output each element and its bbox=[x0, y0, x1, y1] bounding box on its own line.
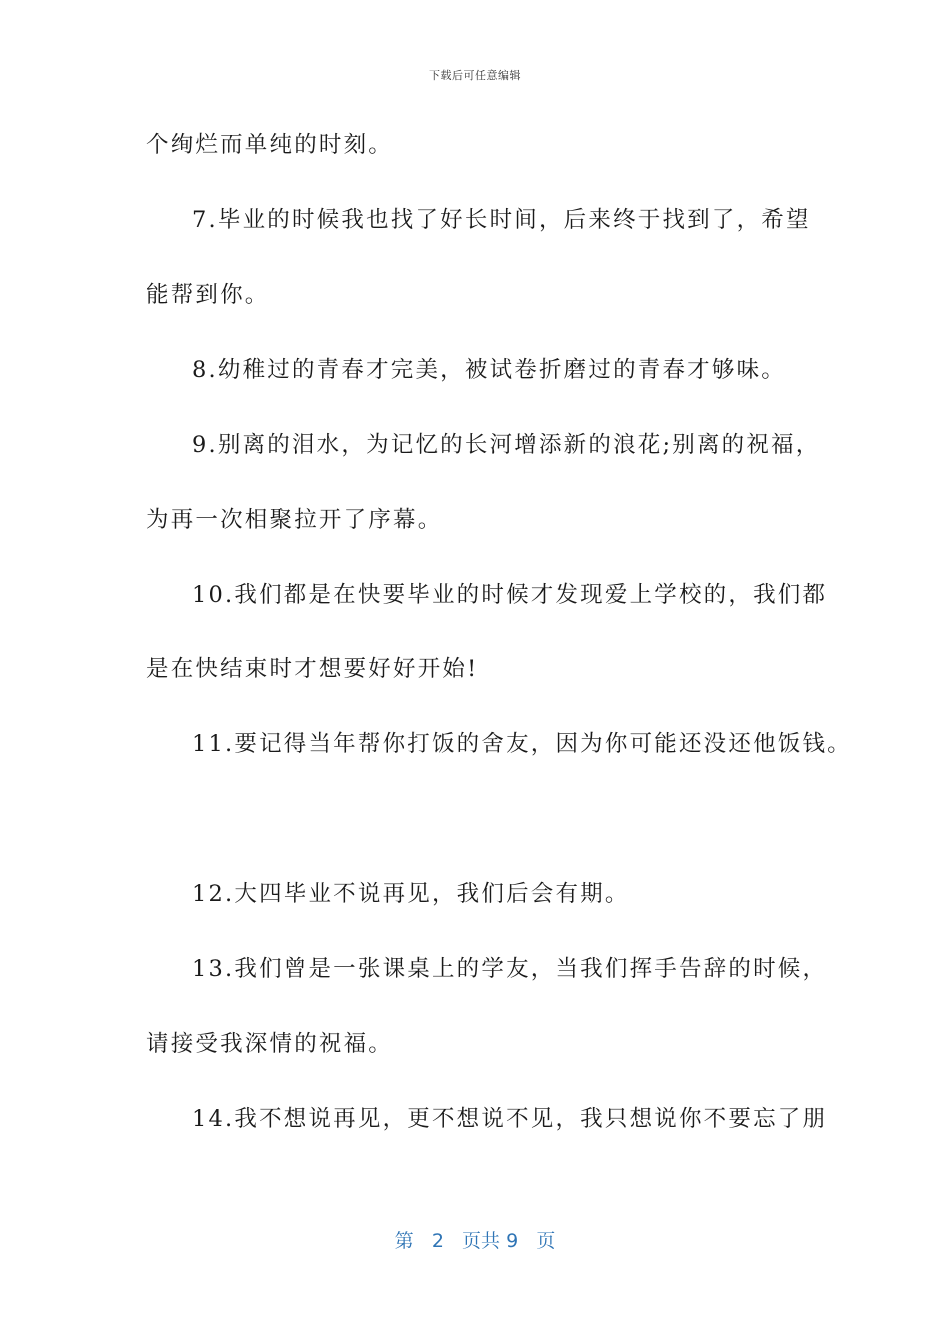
text-line-6: 为再一次相聚拉开了序幕。 bbox=[146, 507, 443, 533]
text-line-10: 12.大四毕业不说再见，我们后会有期。 bbox=[192, 881, 630, 907]
footer-suffix: 页 bbox=[536, 1230, 556, 1252]
text-line-1: 个绚烂而单纯的时刻。 bbox=[146, 132, 394, 158]
footer-current-page: 2 bbox=[431, 1230, 444, 1252]
page-footer bbox=[0, 1226, 950, 1253]
footer-prefix: 第 bbox=[394, 1230, 414, 1252]
text-line-4: 8.幼稚过的青春才完美，被试卷折磨过的青春才够味。 bbox=[192, 357, 786, 383]
text-line-11: 13.我们曾是一张课桌上的学友，当我们挥手告辞的时候， bbox=[192, 956, 828, 982]
text-line-8: 是在快结束时才想要好好开始! bbox=[146, 656, 479, 682]
text-line-5: 9.别离的泪水，为记忆的长河增添新的浪花;别离的祝福， bbox=[192, 432, 821, 458]
page-header: 下载后可任意编辑 bbox=[429, 69, 521, 82]
text-line-2: 7.毕业的时候我也找了好长时间，后来终于找到了，希望 bbox=[192, 207, 811, 233]
text-line-9: 11.要记得当年帮你打饭的舍友，因为你可能还没还他饭钱。 bbox=[192, 731, 852, 757]
footer-middle: 页共 bbox=[462, 1230, 501, 1252]
text-line-12: 请接受我深情的祝福。 bbox=[146, 1031, 394, 1057]
footer-total-pages: 9 bbox=[506, 1230, 519, 1252]
text-line-13: 14.我不想说再见，更不想说不见，我只想说你不要忘了朋 bbox=[192, 1106, 828, 1132]
text-line-3: 能帮到你。 bbox=[146, 282, 270, 308]
text-line-7: 10.我们都是在快要毕业的时候才发现爱上学校的，我们都 bbox=[192, 582, 828, 608]
